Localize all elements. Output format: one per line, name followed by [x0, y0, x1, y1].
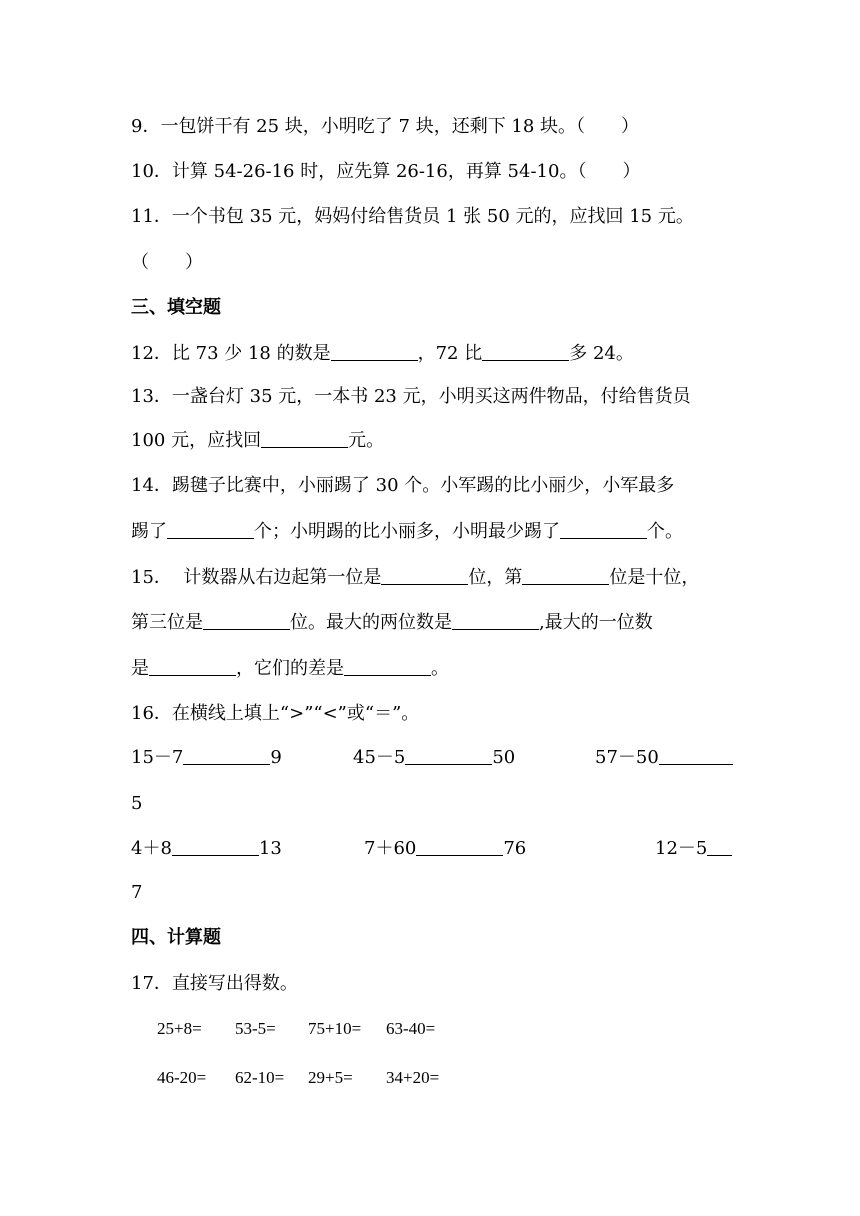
question-15-text-e: 位。最大的两位数是: [290, 612, 452, 633]
expression: 12－5: [655, 838, 708, 859]
comparison-row-1: [131, 746, 731, 770]
expression: 5: [131, 793, 143, 814]
calc-item: 34+20=: [386, 1068, 440, 1087]
comparison-row-2-wrap: [131, 881, 142, 905]
question-16-text: 16．在横线上填上“>”“<”或“＝”。: [131, 703, 420, 724]
calc-item: 25+8=: [157, 1019, 202, 1038]
calc-item: 29+5=: [308, 1068, 353, 1087]
calc-item: 75+10=: [308, 1019, 362, 1038]
section-title: 三、填空题: [131, 297, 221, 318]
question-11-text: 11．一个书包 35 元，妈妈付给售货员 1 张 50 元的，应找回 15 元。: [131, 206, 694, 227]
calc-item: 62-10=: [235, 1068, 285, 1087]
question-10-text: 10．计算 54-26-16 时，应先算 26-16，再算 54-10。（ ）: [131, 161, 641, 182]
question-15-text-c: 位是十位，: [609, 567, 700, 588]
question-17-text: 17．直接写出得数。: [131, 973, 298, 994]
comparison-row-1-wrap: [131, 792, 142, 816]
question-11: [131, 205, 694, 229]
question-15-text-f: ,最大的一位数: [539, 612, 653, 633]
question-13-text-b: 元。: [348, 430, 385, 451]
question-13-text-a: 100 元，应找回: [131, 430, 262, 451]
question-13-line-2: [131, 429, 384, 453]
question-15-line-3: [131, 657, 449, 681]
comparison-item: [595, 746, 733, 770]
question-12: [131, 342, 634, 366]
comparison-item: [131, 837, 282, 861]
answer-blank[interactable]: [203, 611, 290, 630]
question-15-text-b: 位，第: [468, 567, 523, 588]
expression: 50: [492, 747, 516, 768]
answer-blank[interactable]: [416, 837, 503, 856]
expression: 7: [131, 882, 143, 903]
expression: 9: [270, 747, 282, 768]
question-17-title: [131, 972, 298, 996]
section-3-title: [131, 296, 221, 320]
comparison-item: [655, 837, 732, 861]
expression: 15－7: [131, 747, 184, 768]
question-14-text-c: 个。: [647, 521, 683, 542]
question-14-text-b: 个；小明踢的比小丽多，小明最少踢了: [254, 521, 560, 542]
calc-item: 53-5=: [235, 1019, 276, 1038]
question-9-text: 9．一包饼干有 25 块，小明吃了 7 块，还剩下 18 块。（ ）: [131, 116, 640, 137]
expression: 13: [258, 838, 282, 859]
question-11-answer-paren: [131, 251, 203, 275]
answer-blank[interactable]: [149, 657, 236, 676]
question-12-text-b: ，72 比: [417, 343, 483, 364]
answer-blank[interactable]: [522, 566, 609, 585]
question-14-text: 14．踢毽子比赛中，小丽踢了 30 个。小军踢的比小丽少，小军最多: [131, 475, 675, 496]
expression: 45－5: [353, 747, 406, 768]
answer-blank[interactable]: [405, 746, 492, 765]
question-13-text: 13．一盏台灯 35 元，一本书 23 元，小明买这两件物品，付给售货员: [131, 386, 691, 407]
question-13-line-1: [131, 385, 691, 409]
calc-item: 63-40=: [386, 1019, 436, 1038]
comparison-row-2: [131, 837, 731, 861]
comparison-item: [353, 746, 515, 770]
answer-blank[interactable]: [172, 837, 259, 856]
answer-blank[interactable]: [261, 429, 348, 448]
comparison-item: [364, 837, 526, 861]
question-14-line-2: [131, 520, 683, 544]
answer-blank[interactable]: [167, 520, 254, 539]
answer-blank[interactable]: [482, 342, 569, 361]
answer-blank[interactable]: [183, 746, 270, 765]
question-14-text-a: 踢了: [131, 521, 167, 542]
answer-blank[interactable]: [452, 611, 539, 630]
answer-blank[interactable]: [659, 746, 733, 765]
question-15-line-1: [131, 566, 699, 590]
question-15-text-a: 15． 计数器从右边起第一位是: [131, 567, 382, 588]
question-15-text-g: 是: [131, 658, 149, 679]
comparison-item: [131, 746, 282, 770]
answer-blank[interactable]: [707, 837, 732, 856]
section-4-title: [131, 926, 221, 950]
question-10: [131, 160, 640, 184]
question-12-text-c: 多 24。: [569, 343, 634, 364]
expression: 4＋8: [131, 838, 172, 859]
answer-blank[interactable]: [560, 520, 647, 539]
section-title: 四、计算题: [131, 927, 221, 948]
expression: 57－50: [595, 747, 659, 768]
question-9: [131, 115, 639, 139]
question-15-text-i: 。: [431, 658, 449, 679]
answer-blank[interactable]: [381, 566, 468, 585]
question-12-text-a: 12．比 73 少 18 的数是: [131, 343, 331, 364]
question-15-text-h: ，它们的差是: [236, 658, 344, 679]
calc-item: 46-20=: [157, 1068, 207, 1087]
answer-blank[interactable]: [344, 657, 431, 676]
question-15-line-2: [131, 611, 653, 635]
answer-paren: （ ）: [131, 252, 203, 273]
question-14-line-1: [131, 474, 674, 498]
question-16-title: [131, 702, 419, 726]
answer-blank[interactable]: [331, 342, 418, 361]
expression: 76: [503, 838, 527, 859]
question-15-text-d: 第三位是: [131, 612, 203, 633]
expression: 7＋60: [364, 838, 417, 859]
